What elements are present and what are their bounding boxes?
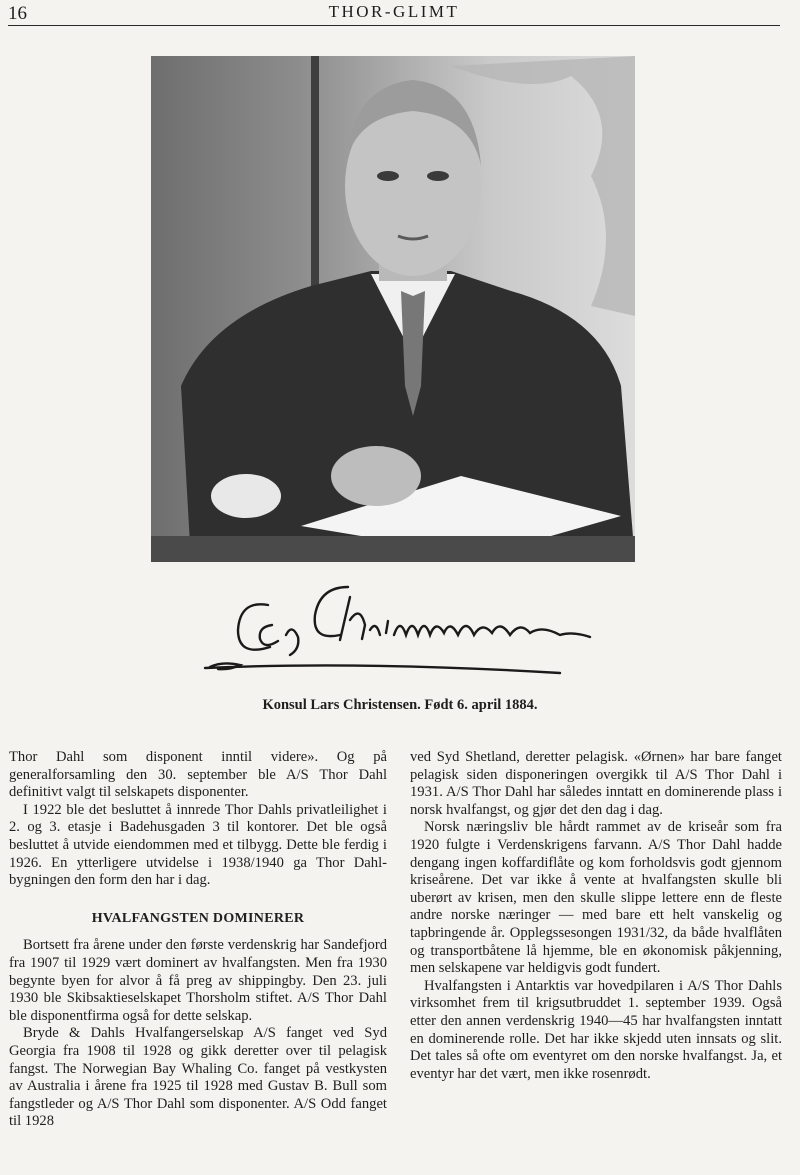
paragraph: Bryde & Dahls Hvalfangerselskap A/S fanget ved Syd Georgia fra 1908 til 1928 og gikk deretter over til pelagisk fangst. The Norwegian Bay Whaling Co. fanget på vestkysten av Australia i årene fra 1925 til 1928 med Gustav B. Bull som fangstleder og A/S Thor Dahl som disponenter. A/S Odd fanget til 1928 (9, 1025, 387, 1130)
paragraph: Thor Dahl som disponent inntil videre». Og på generalforsamling den 30. september ble A/S Thor Dahl definitivt valgt til selskapets disponenter. (9, 749, 387, 801)
paragraph: Norsk næringsliv ble hårdt rammet av de kriseår som fra 1920 fulgte i Verdenskrigens farvann. A/S Thor Dahl hadde dengang ingen koffardiflåte og kom forholdsvis godt gjennom kriseårene. Det var ikke å vente at hvalfangsten skulle bli uberørt av krisen, men den skulle slippe lettere enn de fleste andre norske næringer — med bare ett helt vanskelig og tapbringende år. Opplegssesongen 1931/32, da både hvalflåten og transportbåtene lå hjemme, ble en økonomisk påkjenning, men selskapene var heldigvis godt fundert. (410, 819, 782, 977)
portrait-photo (151, 56, 635, 562)
running-title: THOR-GLIMT (328, 2, 460, 21)
page-header (8, 0, 780, 28)
paragraph: Hvalfangsten i Antarktis var hovedpilaren i A/S Thor Dahls virksomhet frem til krigsutbruddet 1. september 1939. Også etter den annen verdenskrig 1940—45 har hvalfangsten inntatt en dominerende rolle. Det har ikke skjedd uten innsats og slit. Det tales så ofte om eventyret om den norske hvalfangst. Ja, et eventyr har det vært, men ikke rosenrødt. (410, 977, 782, 1082)
paragraph: ved Syd Shetland, deretter pelagisk. «Ørnen» har bare fanget pelagisk siden disponeringen overgikk til A/S Thor Dahl i 1931. A/S Thor Dahl har således inntatt en dominerende plass i norsk hvalfangst, og gjør det den dag i dag. (410, 749, 782, 818)
photo-caption: Konsul Lars Christensen. Født 6. april 1884. (262, 697, 538, 713)
header-rule (8, 25, 780, 26)
left-column (9, 749, 387, 1131)
paragraph: I 1922 ble det besluttet å innrede Thor Dahls privatleilighet i 2. og 3. etasje i Badehusgaden 3 til kontorer. Det ble også besluttet å utvide eiendommen med et tilbygg. Dette ble ferdig i 1926. En ytterligere utvidelse i 1938/1940 ga Thor Dahl-bygningen den form den har i dag. (9, 801, 387, 889)
signature (200, 575, 600, 685)
page-number: 16 (8, 3, 27, 24)
paragraph: Bortsett fra årene under den første verdenskrig har Sandefjord fra 1907 til 1929 vært dominert av hvalfangsten. Men fra 1930 begynte byen for alvor å få preg av shippingby. Den 23. juli 1930 ble Skibsaktieselskapet Thorsholm stiftet. A/S Thor Dahl ble disponentfirma også for dette selskap. (9, 937, 387, 1024)
right-column (410, 749, 782, 1083)
section-heading: HVALFANGSTEN DOMINERER (91, 910, 305, 926)
